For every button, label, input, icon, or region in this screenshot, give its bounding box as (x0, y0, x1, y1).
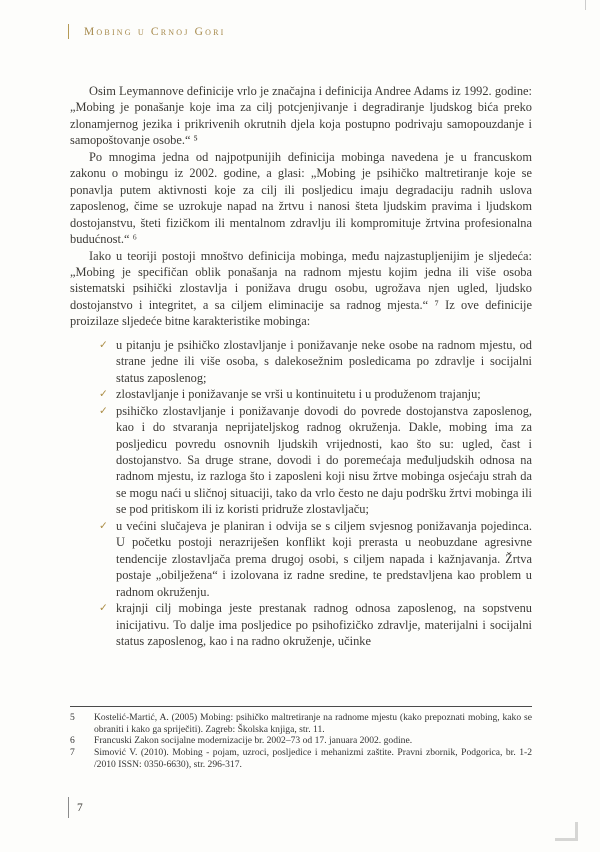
running-header (68, 24, 226, 39)
checkmark-icon: ✓ (99, 388, 108, 401)
list-item-text: zlostavljanje i ponižavanje se vrši u kontinuitetu i u produženom trajanju; (116, 387, 481, 402)
footnote-number: 6 (70, 735, 75, 747)
footnote-text: Francuski Zakon socijalne modernizacije br. 2002–73 od 17. januara 2002. godine. (94, 735, 413, 747)
footnote-item (70, 712, 532, 735)
footnotes-section (70, 706, 532, 771)
list-item (70, 403, 532, 518)
footnote-text: Kostelić-Martić, A. (2005) Mobing: psihičko maltretiranje na radnome mjestu (kako prepoznati mobing, kako se obraniti i kako ga spriječiti). Zagreb: Školska knjiga, str. 11. (94, 712, 532, 735)
checkmark-icon: ✓ (99, 404, 108, 417)
page-body (70, 83, 532, 649)
scan-mark-top-right (585, 0, 586, 10)
footnote-item (70, 735, 532, 747)
paragraph: Iako u teoriji postoji mnoštvo definicija mobinga, među najzastupljenijim je sljedeća: „Mobing je specifičan oblik ponašanja na radnom mjestu kojim jedna ili više osoba sistematski psihički zlostavlja i ponižava drugu osobu, ugrožava njen ugled, ljudsko dostojanstvo i integritet, a sa ciljem eliminacije sa radnog mjesta.“ ⁷ Iz ove definicije proizilaze sljedeće bitne karakteristike mobinga: (70, 248, 532, 329)
page-number (68, 797, 83, 818)
page-number-rule (68, 797, 69, 818)
checkmark-icon: ✓ (99, 519, 108, 532)
paragraph: Po mnogima jedna od najpotpunijih definicija mobinga navedena je u francuskom zakonu o mobingu iz 2002. godine, a glasi: „Mobing je psihičko maltretiranje koje se ponavlja putem aktivnosti koje za cilj ili posljedicu imaju degradaciju radnih uslova zaposlenog, čime se uzrokuje napad na žrtvu i nanosi šteta ljudskim pravima i ljudskom dostojanstvu, šteti fizičkom ili mentalnom zdravlju ili kompromituje žrtvina profesionalna budućnost.“ ⁶ (70, 149, 532, 247)
checkmark-icon: ✓ (99, 338, 108, 351)
list-item-text: u pitanju je psihičko zlostavljanje i ponižavanje neke osobe na radnom mjestu, od strane jedne ili više osoba, s dalekosežnim posledicama po zdravlje i socijalni status zaposlenog; (116, 337, 532, 385)
list-item (70, 386, 532, 402)
list-item-text: u većini slučajeva je planiran i odvija se s ciljem svjesnog ponižavanja pojedinca. U početku postoji nerazriješen konflikt koji prerasta u neobuzdane agresivne tendencije zlostavljača prema drugoj osobi, s ciljem napada i kažnjavanja. Žrtva postaje „obilježena“ i izolovana iz radne sredine, te predstavljena kao problem u radnom okruženju. (116, 518, 532, 599)
characteristics-list (70, 337, 532, 650)
list-item (70, 337, 532, 386)
scan-mark-bottom-right (555, 822, 578, 841)
header-title: Mobing u Crnoj Gori (84, 25, 226, 38)
footnote-item (70, 747, 532, 770)
paragraph: Osim Leymannove definicije vrlo je značajna i definicija Andree Adams iz 1992. godine: „Mobing je ponašanje koje ima za cilj potcjenjivanje i degradiranje ljudskog bića preko zlonamjernog jezika i prikrivenih okrutnih djela koja postupno podrivaju samopouzdanje i samopoštovanje osobe.“ ⁵ (70, 84, 532, 148)
checkmark-icon: ✓ (99, 602, 108, 615)
footnote-number: 7 (70, 747, 75, 759)
list-item (70, 518, 532, 600)
header-rule (68, 24, 69, 39)
footnote-number: 5 (70, 712, 75, 723)
list-item (70, 600, 532, 649)
list-item-text: psihičko zlostavljanje i ponižavanje dovodi do povrede dostojanstva zaposlenog, kao i do stvaranja neprijateljskog radnog okruženja. Dakle, mobing ima za posljedicu povredu osnovnih ljudskih vrijednosti, kao što su: ugled, čast i dostojanstvo. Sa druge strane, dovodi i do poremećaja međuljudskih odnosa na radnom mjestu, iz razloga što i zaposleni koji nisu žrtve mobinga osjećaju strah da se mogu naći u sličnoj situaciji, tako da vrlo često ne daju podršku žrtvi mobinga ili se pod pritiskom ili iz koristi pridruže zlostavljaču; (116, 403, 532, 517)
footnote-text: Simović V. (2010). Mobing - pojam, uzroci, posljedice i mehanizmi zaštite. Pravni zbornik, Podgorica, br. 1-2 /2010 ISSN: 0350-6630), str. 296-317. (94, 747, 532, 770)
page-number-text: 7 (77, 801, 83, 814)
list-item-text: krajnji cilj mobinga jeste prestanak radnog odnosa zaposlenog, na sopstvenu inicijativu. To dalje ima posljedice po psihofizičko zdravlje, materijalni i socijalni status zaposlenog, kao i na radno okruženje, učinke (116, 601, 532, 648)
